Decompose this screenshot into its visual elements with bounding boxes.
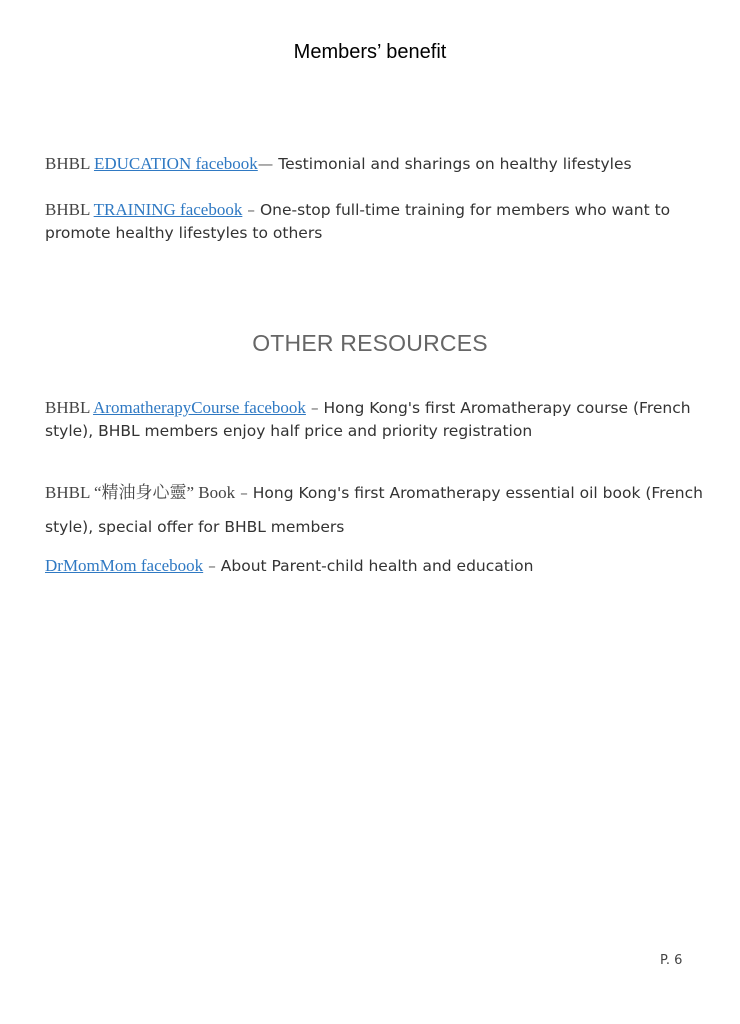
education-dash: — — [257, 155, 279, 173]
page-title: Members’ benefit — [293, 41, 447, 63]
aromatherapy-prefix: BHBL — [45, 398, 94, 417]
page-number: P. 6 — [660, 953, 683, 968]
training-item — [45, 198, 705, 245]
drmommom-item — [45, 554, 705, 578]
book-item — [45, 476, 705, 544]
aromatherapy-item — [45, 396, 705, 443]
book-dash: – — [235, 484, 253, 502]
training-facebook-link[interactable]: TRAINING facebook — [93, 200, 243, 219]
training-description: One-stop full-time training for members who want to promote healthy lifestyles to others — [45, 201, 671, 242]
book-title: BHBL “精油身心靈” Book — [45, 483, 236, 502]
education-item — [45, 152, 705, 176]
drmommom-facebook-link[interactable]: DrMomMom facebook — [45, 556, 204, 575]
other-resources-heading: OTHER RESOURCES — [252, 330, 488, 356]
education-prefix: BHBL — [45, 154, 94, 173]
aromatherapy-dash: – — [305, 399, 324, 417]
aromatherapy-description: Hong Kong's first Aromatherapy course (French style), BHBL members enjoy half price and priority registration — [45, 399, 691, 440]
drmommom-dash: – — [203, 557, 221, 575]
drmommom-description: About Parent-child health and education — [220, 557, 534, 575]
education-description: Testimonial and sharings on healthy lifestyles — [278, 155, 632, 173]
training-prefix: BHBL — [45, 200, 94, 219]
training-dash: – — [242, 201, 260, 219]
aromatherapy-facebook-link[interactable]: AromatherapyCourse facebook — [93, 398, 306, 417]
education-facebook-link[interactable]: EDUCATION facebook — [93, 154, 258, 173]
book-description: Hong Kong's first Aromatherapy essential oil book (French style), special offer for BHBL members — [45, 484, 703, 536]
